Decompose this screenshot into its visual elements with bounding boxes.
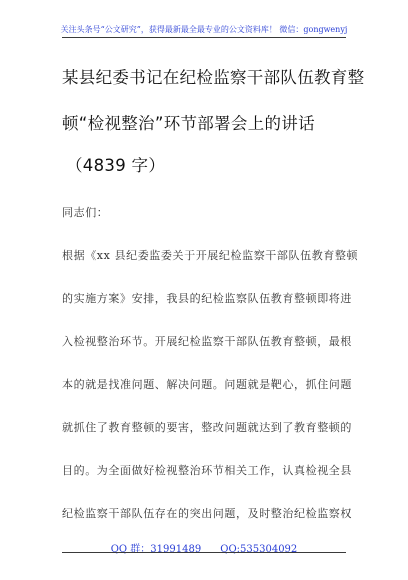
header-notice: 关注头条号“公文研究”，获得最新最全最专业的公文资料库！ 微信：gongwenyj xyxy=(60,25,348,34)
body-line-4: 本的就是找准问题、解决问题。问题就是靶心，抓住问题 xyxy=(62,378,352,391)
body-line-1: 根据《xx 县纪委监委关于开展纪检监察干部队伍教育整顿 xyxy=(62,249,359,262)
header-rule xyxy=(62,37,346,38)
title-line-1: 某县纪委书记在纪检监察干部队伍教育整 xyxy=(62,68,365,87)
footer-contact: QQ 群：31991489 QQ:535304092 xyxy=(110,544,298,555)
body-line-7: 纪检监察干部队伍存在的突出问题，及时整治纪检监察权 xyxy=(62,507,352,520)
word-count: （4839 字） xyxy=(66,156,166,175)
body-line-6: 目的。为全面做好检视整治环节相关工作，认真检视全县 xyxy=(62,464,352,477)
body-line-2: 的实施方案》安排，我县的纪检监察队伍教育整顿即将进 xyxy=(62,292,352,305)
body-line-3: 入检视整治环节。开展纪检监察干部队伍教育整顿，最根 xyxy=(62,335,352,348)
body-line-5: 就抓住了教育整顿的要害，整改问题就达到了教育整顿的 xyxy=(62,421,352,434)
footer-rule xyxy=(62,552,346,553)
title-line-2: 顿“检视整治”环节部署会上的讲话 xyxy=(62,114,315,133)
salutation: 同志们： xyxy=(62,206,109,219)
